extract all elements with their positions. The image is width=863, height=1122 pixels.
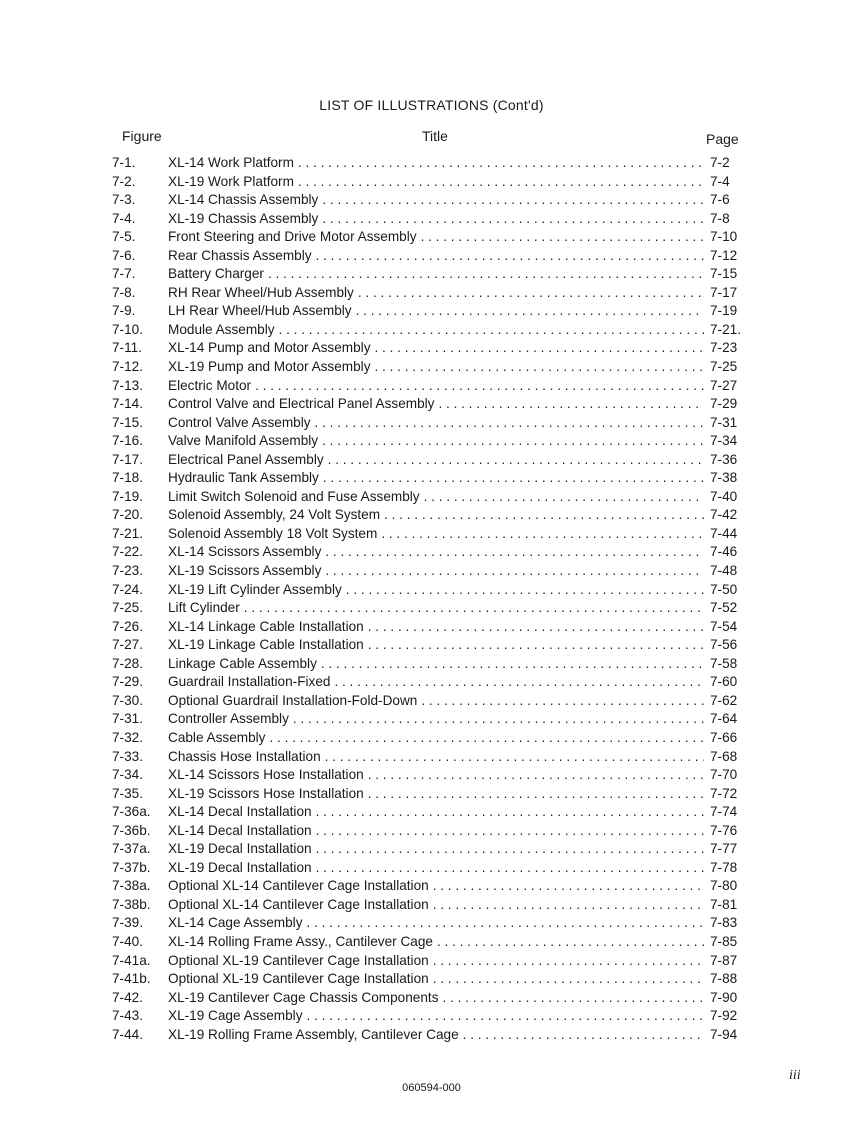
figure-title: Optional Guardrail Installation-Fold-Down [168,692,418,708]
figure-number: 7-43. [112,1008,143,1024]
figure-number: 7-31. [112,711,143,727]
figure-title: Lift Cylinder [168,600,240,616]
list-item [112,766,742,785]
figure-number: 7-32. [112,729,143,745]
column-header-figure: Figure [122,128,162,144]
list-item [112,989,742,1008]
list-item [112,840,742,859]
figure-title: Control Valve Assembly [168,414,311,430]
dot-leader [323,469,704,488]
figure-page: 7-72 [710,785,738,801]
dot-leader [421,692,704,711]
figure-number: 7-10. [112,321,143,337]
figure-number: 7-2. [112,173,136,189]
dot-leader [463,1026,704,1045]
figure-title: XL-14 Rolling Frame Assy., Cantilever Cage [168,933,433,949]
dot-leader [368,766,704,785]
figure-title: XL-19 Rolling Frame Assembly, Cantilever Cage [168,1026,459,1042]
dot-leader [433,970,704,989]
dot-leader [334,673,704,692]
figure-title: XL-14 Decal Installation [168,822,312,838]
figure-page: 7-87 [710,952,738,968]
figure-page: 7-36 [710,451,738,467]
figure-title: Front Steering and Drive Motor Assembly [168,229,417,245]
illustration-list [112,154,742,1044]
figure-number: 7-19. [112,488,143,504]
figure-number: 7-23. [112,563,143,579]
figure-page: 7-60 [710,674,738,690]
dot-leader [325,562,704,581]
list-item [112,543,742,562]
figure-number: 7-34. [112,767,143,783]
list-item [112,877,742,896]
figure-number: 7-30. [112,692,143,708]
dot-leader [384,506,704,525]
list-item [112,506,742,525]
dot-leader [316,859,704,878]
dot-leader [315,414,704,433]
figure-title: XL-14 Chassis Assembly [168,192,319,208]
list-item [112,803,742,822]
figure-number: 7-14. [112,396,143,412]
figure-title: XL-14 Scissors Assembly [168,544,322,560]
figure-page: 7-70 [710,767,738,783]
list-item [112,432,742,451]
figure-page: 7-4 [710,173,730,189]
figure-page: 7-50 [710,581,738,597]
figure-number: 7-3. [112,192,136,208]
figure-number: 7-1. [112,155,136,170]
list-item [112,228,742,247]
dot-leader [244,599,704,618]
figure-title: Guardrail Installation-Fixed [168,674,331,690]
figure-title: XL-14 Pump and Motor Assembly [168,340,371,356]
dot-leader [316,822,704,841]
document-number: 060594-000 [402,1082,461,1094]
figure-title: XL-19 Scissors Hose Installation [168,785,364,801]
figure-page: 7-80 [710,878,738,894]
figure-title: Chassis Hose Installation [168,748,321,764]
figure-number: 7-37b. [112,859,151,875]
list-item [112,562,742,581]
list-item [112,970,742,989]
figure-page: 7-58 [710,655,738,671]
list-item [112,395,742,414]
dot-leader [321,655,704,674]
figure-page: 7-27 [710,377,738,393]
dot-leader [375,339,705,358]
figure-page: 7-31 [710,414,738,430]
figure-title: XL-14 Cage Assembly [168,915,303,931]
figure-title: Module Assembly [168,321,275,337]
list-item [112,451,742,470]
list-item [112,488,742,507]
figure-title: Optional XL-14 Cantilever Cage Installation [168,878,429,894]
figure-page: 7-90 [710,989,738,1005]
figure-number: 7-21. [112,525,143,541]
figure-title: XL-19 Decal Installation [168,841,312,857]
figure-number: 7-8. [112,284,136,300]
list-item [112,710,742,729]
figure-page: 7-81 [710,896,738,912]
list-item [112,599,742,618]
figure-title: XL-19 Linkage Cable Installation [168,637,364,653]
dot-leader [298,173,704,192]
list-item [112,377,742,396]
figure-page: 7-76 [710,822,738,838]
figure-page: 7-10 [710,229,738,245]
figure-title: XL-19 Decal Installation [168,859,312,875]
figure-page: 7-12 [710,247,738,263]
dot-leader [293,710,704,729]
figure-page: 7-92 [710,1008,738,1024]
list-item [112,748,742,767]
list-item [112,414,742,433]
figure-title: Solenoid Assembly 18 Volt System [168,525,378,541]
list-item [112,154,742,173]
figure-title: LH Rear Wheel/Hub Assembly [168,303,352,319]
list-item [112,1007,742,1026]
dot-leader [322,432,704,451]
list-item [112,618,742,637]
dot-leader [433,896,704,915]
figure-page: 7-85 [710,933,738,949]
figure-page: 7-15 [710,266,738,282]
list-item [112,692,742,711]
figure-title: XL-14 Linkage Cable Installation [168,618,364,634]
dot-leader [437,933,704,952]
figure-page: 7-66 [710,729,738,745]
figure-title: XL-14 Scissors Hose Installation [168,767,364,783]
figure-title: Optional XL-14 Cantilever Cage Installation [168,896,429,912]
list-item [112,302,742,321]
list-item [112,822,742,841]
page-title: LIST OF ILLUSTRATIONS (Cont'd) [319,97,544,113]
figure-page: 7-64 [710,711,738,727]
list-item [112,673,742,692]
dot-leader [325,543,704,562]
figure-number: 7-39. [112,915,143,931]
list-item [112,469,742,488]
figure-title: XL-19 Chassis Assembly [168,210,319,226]
dot-leader [298,154,704,173]
figure-number: 7-44. [112,1026,143,1042]
figure-number: 7-37a. [112,841,151,857]
list-item [112,933,742,952]
figure-page: 7-68 [710,748,738,764]
figure-number: 7-24. [112,581,143,597]
figure-number: 7-42. [112,989,143,1005]
figure-page: 7-38 [710,470,738,486]
list-item [112,265,742,284]
figure-title: Hydraulic Tank Assembly [168,470,319,486]
figure-title: XL-19 Scissors Assembly [168,563,322,579]
dot-leader [381,525,704,544]
dot-leader [421,228,704,247]
dot-leader [438,395,704,414]
figure-number: 7-36b. [112,822,151,838]
figure-title: XL-19 Work Platform [168,173,294,189]
figure-number: 7-35. [112,785,143,801]
list-item [112,581,742,600]
figure-page: 7-21. [710,321,741,337]
figure-number: 7-40. [112,933,143,949]
figure-title: Limit Switch Solenoid and Fuse Assembly [168,488,420,504]
list-item [112,952,742,971]
figure-number: 7-11. [112,340,142,356]
dot-leader [325,748,704,767]
figure-page: 7-23 [710,340,738,356]
figure-page: 7-2 [710,155,730,170]
figure-number: 7-15. [112,414,143,430]
list-item [112,785,742,804]
figure-number: 7-5. [112,229,136,245]
list-item [112,247,742,266]
figure-title: XL-19 Cage Assembly [168,1008,303,1024]
list-item [112,191,742,210]
figure-title: Valve Manifold Assembly [168,433,319,449]
figure-title: Controller Assembly [168,711,289,727]
list-item [112,525,742,544]
figure-number: 7-36a. [112,804,151,820]
figure-number: 7-16. [112,433,143,449]
figure-page: 7-48 [710,563,738,579]
dot-leader [433,877,704,896]
figure-title: Electric Motor [168,377,252,393]
list-item [112,914,742,933]
figure-page: 7-62 [710,692,738,708]
figure-number: 7-12. [112,359,143,375]
dot-leader [316,803,704,822]
figure-title: XL-19 Cantilever Cage Chassis Components [168,989,439,1005]
figure-title: XL-14 Work Platform [168,155,294,170]
dot-leader [322,210,704,229]
figure-page: 7-52 [710,600,738,616]
figure-number: 7-13. [112,377,143,393]
column-header-title: Title [422,128,448,144]
figure-page: 7-6 [710,192,730,208]
dot-leader [307,1007,705,1026]
dot-leader [322,191,704,210]
list-item [112,173,742,192]
dot-leader [255,377,704,396]
figure-page: 7-34 [710,433,738,449]
dot-leader [358,284,704,303]
figure-page: 7-83 [710,915,738,931]
figure-page: 7-42 [710,507,738,523]
column-header-page: Page [706,131,739,147]
figure-page: 7-94 [710,1026,738,1042]
figure-title: Linkage Cable Assembly [168,655,317,671]
figure-title: Electrical Panel Assembly [168,451,324,467]
figure-page: 7-88 [710,971,738,987]
figure-title: Cable Assembly [168,729,266,745]
dot-leader [316,840,704,859]
figure-number: 7-6. [112,247,136,263]
figure-number: 7-22. [112,544,143,560]
list-item [112,284,742,303]
list-item [112,655,742,674]
list-item [112,210,742,229]
figure-page: 7-19 [710,303,738,319]
figure-title: XL-19 Lift Cylinder Assembly [168,581,342,597]
page-number: iii [789,1068,801,1083]
figure-number: 7-27. [112,637,143,653]
dot-leader [307,914,705,933]
figure-title: XL-14 Decal Installation [168,804,312,820]
dot-leader [368,785,704,804]
dot-leader [424,488,704,507]
figure-page: 7-8 [710,210,730,226]
figure-page: 7-78 [710,859,738,875]
figure-title: Battery Charger [168,266,264,282]
dot-leader [328,451,704,470]
figure-page: 7-77 [710,841,738,857]
figure-page: 7-29 [710,396,738,412]
figure-number: 7-38a. [112,878,151,894]
figure-number: 7-26. [112,618,143,634]
list-item [112,339,742,358]
dot-leader [443,989,704,1008]
figure-page: 7-54 [710,618,738,634]
list-item [112,321,742,340]
list-item [112,729,742,748]
dot-leader [368,636,704,655]
figure-number: 7-28. [112,655,143,671]
dot-leader [316,247,704,266]
list-item [112,636,742,655]
figure-number: 7-33. [112,748,143,764]
dot-leader [368,618,704,637]
figure-number: 7-29. [112,674,143,690]
figure-title: Optional XL-19 Cantilever Cage Installation [168,971,429,987]
figure-number: 7-25. [112,600,143,616]
dot-leader [346,581,704,600]
list-item [112,896,742,915]
list-item [112,1026,742,1045]
figure-title: XL-19 Pump and Motor Assembly [168,359,371,375]
figure-page: 7-74 [710,804,738,820]
figure-page: 7-46 [710,544,738,560]
figure-title: Solenoid Assembly, 24 Volt System [168,507,381,523]
list-item [112,859,742,878]
figure-number: 7-20. [112,507,143,523]
figure-page: 7-44 [710,525,738,541]
dot-leader [269,729,704,748]
figure-number: 7-38b. [112,896,151,912]
figure-title: Optional XL-19 Cantilever Cage Installation [168,952,429,968]
dot-leader [279,321,704,340]
figure-number: 7-41b. [112,971,151,987]
figure-page: 7-25 [710,359,738,375]
figure-title: Control Valve and Electrical Panel Assembly [168,396,435,412]
list-item [112,358,742,377]
figure-number: 7-17. [112,451,143,467]
figure-title: RH Rear Wheel/Hub Assembly [168,284,354,300]
figure-number: 7-7. [112,266,136,282]
dot-leader [356,302,704,321]
figure-number: 7-18. [112,470,143,486]
figure-page: 7-40 [710,488,738,504]
figure-title: Rear Chassis Assembly [168,247,312,263]
figure-number: 7-41a. [112,952,151,968]
figure-page: 7-56 [710,637,738,653]
figure-number: 7-4. [112,210,136,226]
figure-page: 7-17 [710,284,738,300]
dot-leader [375,358,705,377]
figure-number: 7-9. [112,303,136,319]
dot-leader [268,265,704,284]
dot-leader [433,952,704,971]
